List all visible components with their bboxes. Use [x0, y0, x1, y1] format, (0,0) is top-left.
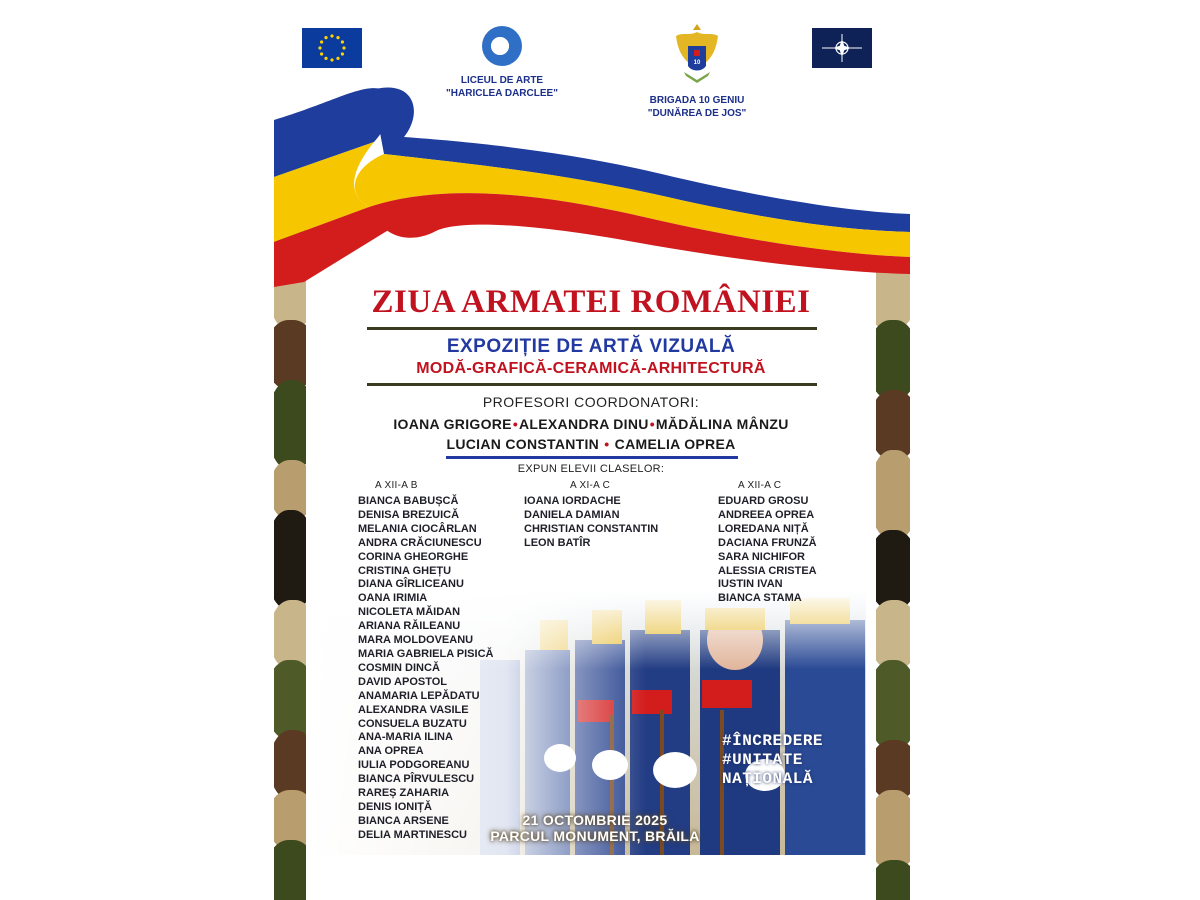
student-name: ALESSIA CRISTEA	[718, 564, 817, 577]
coordinator-name: CAMELIA OPREA	[610, 436, 736, 452]
hashtags-block	[722, 732, 823, 789]
student-name: DENISA BREZUICĂ	[358, 508, 460, 521]
student-name: ANDREEA OPREA	[718, 508, 815, 521]
tricolor-ribbon	[274, 82, 910, 292]
title-divider	[367, 327, 817, 330]
student-name: BIANCA STAMA	[718, 592, 802, 605]
students-list-xi-c	[524, 495, 658, 551]
student-name: DANIELA DAMIAN	[524, 508, 620, 521]
student-name: DACIANA FRUNZĂ	[718, 536, 817, 549]
coordinators-divider	[446, 456, 738, 459]
brigade-subname: "DUNĂREA DE JOS"	[647, 108, 747, 119]
subtitle-divider	[367, 383, 817, 386]
student-name: MARIA GABRIELA PISICĂ	[358, 647, 494, 660]
student-name: MARA MOLDOVEANU	[358, 634, 474, 647]
student-name: IUSTIN IVAN	[718, 578, 783, 591]
student-name: DENIS IONIȚĂ	[358, 800, 432, 813]
student-name: SARA NICHIFOR	[718, 550, 805, 563]
student-name: DELIA MARTINESCU	[358, 828, 467, 841]
disciplines-subtitle: MODĂ-GRAFICĂ-CERAMICĂ-ARHITECTURĂ	[416, 360, 766, 377]
brigade-eagle-crest-icon	[672, 22, 722, 84]
separator-dot-icon: •	[604, 436, 610, 452]
class-heading: A XI-A C	[570, 480, 611, 491]
student-name: CORINA GHEORGHE	[358, 550, 469, 563]
coordinator-name: IOANA GRIGORE	[393, 416, 512, 432]
event-date: 21 OCTOMBRIE 2025	[522, 812, 668, 828]
school-name: LICEUL DE ARTE	[460, 75, 544, 86]
student-name: IULIA PODGOREANU	[358, 759, 470, 772]
student-name: DAVID APOSTOL	[358, 675, 448, 688]
student-name: ALEXANDRA VASILE	[358, 703, 469, 716]
students-list-xii-b	[358, 495, 493, 843]
student-name: BIANCA ARSENE	[358, 814, 449, 827]
student-name: MELANIA CIOCÂRLAN	[358, 522, 477, 535]
student-name: ANA-MARIA ILINA	[358, 731, 453, 744]
student-name: LEON BATÎR	[524, 536, 591, 549]
coordinators-label: PROFESORI COORDONATORI:	[482, 394, 700, 410]
event-info	[470, 812, 720, 844]
student-name: ANAMARIA LEPĂDATU	[358, 689, 480, 702]
event-location: PARCUL MONUMENT, BRĂILA	[490, 828, 700, 844]
eu-flag-icon	[302, 28, 362, 68]
student-name: CHRISTIAN CONSTANTIN	[524, 522, 659, 535]
class-heading: A XII-A B	[375, 480, 418, 491]
hashtag-line: #UNITATE	[722, 751, 803, 769]
brigade-name: BRIGADA 10 GENIU	[649, 95, 745, 106]
school-subname: "HARICLEA DARCLEE"	[446, 88, 558, 99]
coordinators-row-2	[306, 436, 876, 452]
coordinator-name: ALEXANDRA DINU	[519, 416, 649, 432]
school-caption	[440, 74, 564, 100]
coordinator-name: MĂDĂLINA MÂNZU	[655, 416, 789, 432]
students-list-xii-c	[718, 495, 817, 606]
student-name: BIANCA PÎRVULESCU	[358, 773, 475, 786]
separator-dot-icon: •	[649, 416, 655, 432]
student-name: ANDRA CRĂCIUNESCU	[358, 536, 482, 549]
hashtag-line: #ÎNCREDERE	[722, 732, 824, 750]
student-name: ANA OPREA	[358, 745, 424, 758]
nato-flag-icon	[812, 28, 872, 68]
class-heading: A XII-A C	[738, 480, 782, 491]
student-name: EDUARD GROSU	[718, 495, 809, 507]
student-name: LOREDANA NIȚĂ	[718, 522, 809, 535]
brigade-caption	[630, 94, 764, 120]
school-logo-icon	[482, 26, 522, 66]
brigade-badge-number: 10	[693, 60, 701, 66]
student-name: BIANCA BABUȘCĂ	[358, 495, 459, 507]
student-name: RAREȘ ZAHARIA	[358, 787, 450, 800]
student-name: NICOLETA MĂIDAN	[358, 606, 461, 619]
poster-title: ZIUA ARMATEI ROMÂNIEI	[371, 284, 811, 320]
exhibition-subtitle: EXPOZIȚIE DE ARTĂ VIZUALĂ	[446, 336, 736, 357]
classes-label: EXPUN ELEVII CLASELOR:	[517, 463, 665, 475]
separator-dot-icon: •	[512, 416, 519, 432]
coordinator-name: LUCIAN CONSTANTIN	[446, 436, 604, 452]
student-name: IOANA IORDACHE	[524, 495, 621, 507]
hashtag-line: NAȚIONALĂ	[722, 770, 813, 788]
student-name: CONSUELA BUZATU	[358, 717, 467, 730]
student-name: OANA IRIMIA	[358, 592, 428, 605]
student-name: ARIANA RĂILEANU	[358, 620, 461, 633]
student-name: CRISTINA GHEȚU	[358, 564, 452, 577]
student-name: DIANA GÎRLICEANU	[358, 578, 464, 591]
coordinators-row-1	[306, 416, 876, 432]
student-name: COSMIN DINCĂ	[358, 661, 440, 674]
